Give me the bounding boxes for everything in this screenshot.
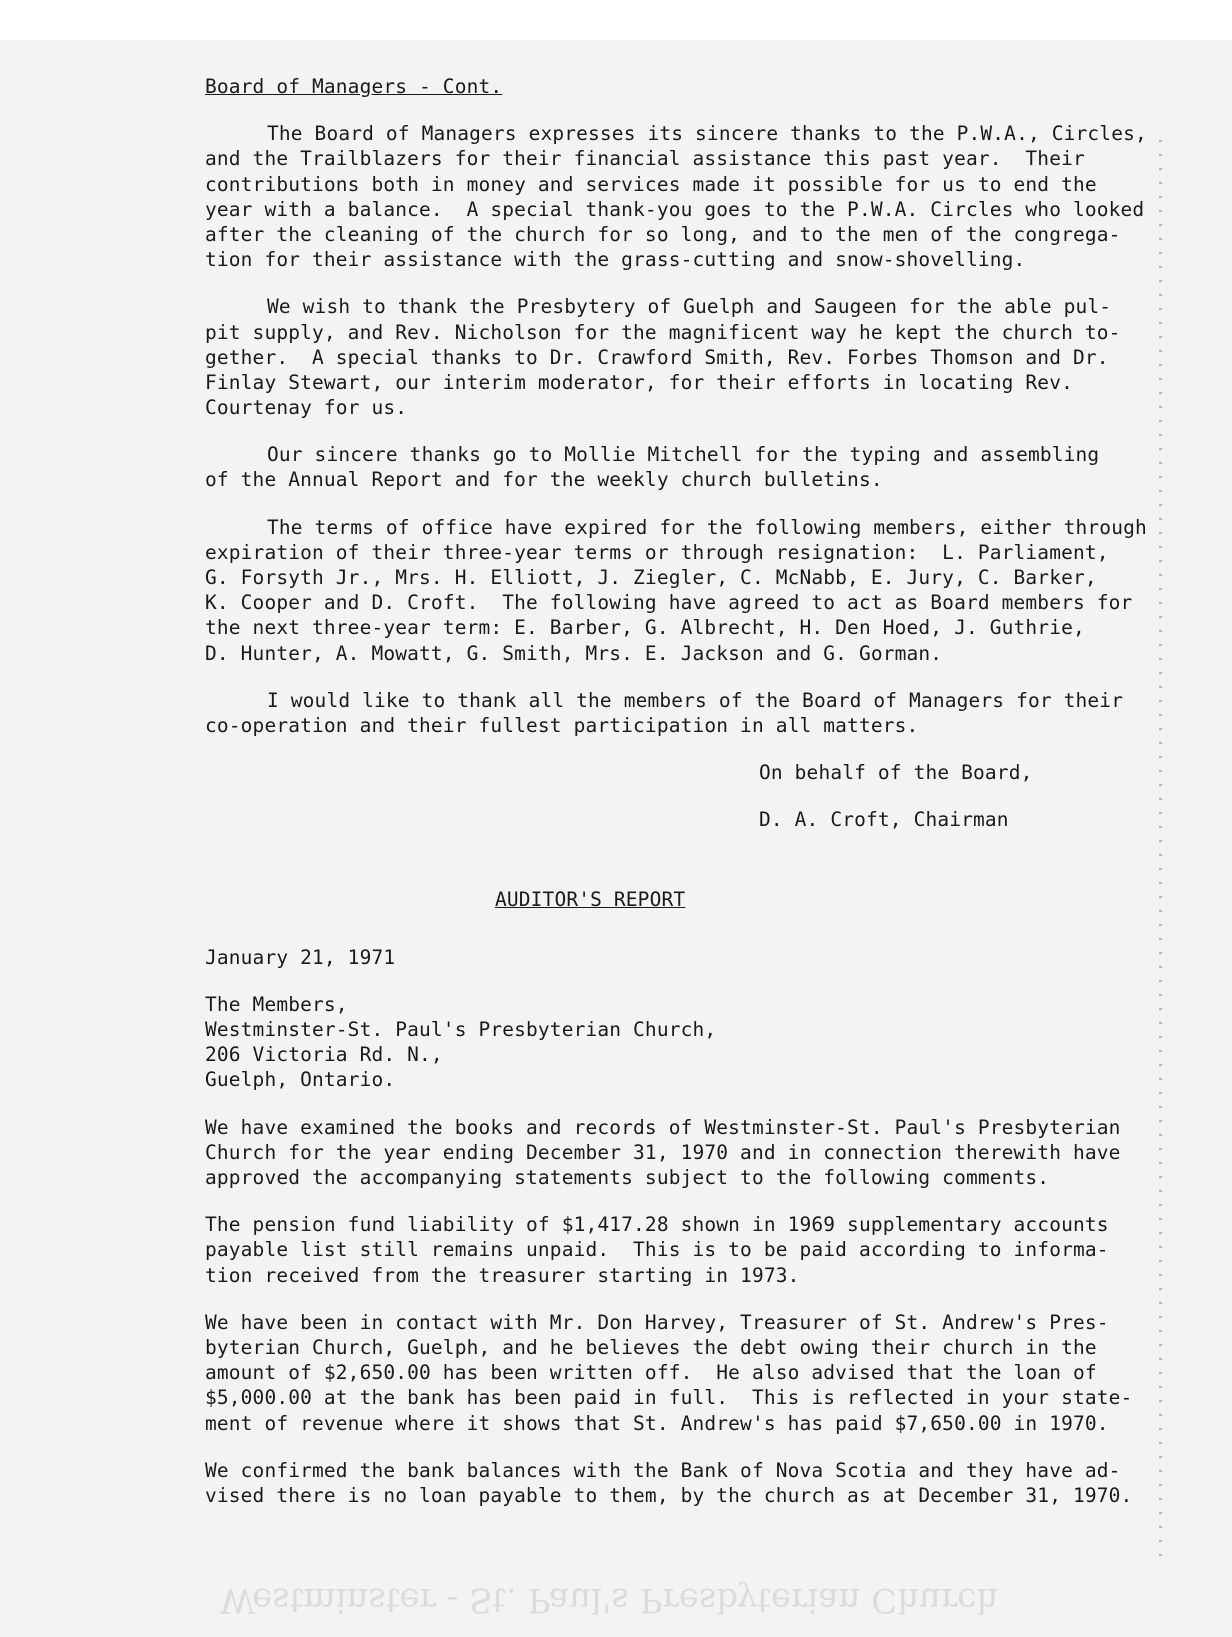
board-paragraph-5: I would like to thank all the members of the Board of Managers for their co-operation and their fullest participation in all matters. [205,688,1124,737]
section-heading: Board of Managers - Cont. [205,75,503,98]
board-paragraph-2: We wish to thank the Presbytery of Guelph and Saugeen for the able pul- pit supply, and Rev. Nicholson for the magnificent way he kept the church to- gether. A special thanks to Dr. Crawford Smith, Rev. Forbes Thomson and Dr. Finlay Stewart, our interim moderator, for their efforts in locating Rev. Courtenay for us. [205,295,1121,420]
top-margin [0,0,1232,40]
signature: D. A. Croft, Chairman [759,808,1009,832]
board-paragraph-4: The terms of office have expired for the following members, either through expiration of their three-year terms or through resignation: L. Parliament, G. Forsyth Jr., Mrs. H. Elliott, J. Ziegler, C. McNabb, E. Jury, C. Barker, K. Cooper and D. Croft. The following have agreed to act as Board members for the next three-year term: E. Barber, G. Albrecht, H. Den Hoed, J. Guthrie, D. Hunter, A. Mowatt, G. Smith, Mrs. E. Jackson and G. Gorman. [205,515,1147,665]
auditor-paragraph-2: The pension fund liability of $1,417.28 shown in 1969 supplementary accounts payable list still remains unpaid. This is to be paid according to informa- tion received from the treasurer starting in 1973. [205,1213,1109,1287]
signoff: On behalf of the Board, [759,761,1033,785]
board-paragraph-3: Our sincere thanks go to Mollie Mitchell for the typing and assembling of the Annual Report and for the weekly church bulletins. [205,443,1100,492]
board-paragraph-1: The Board of Managers expresses its sincere thanks to the P.W.A., Circles, and the Trailblazers for their financial assistance this past year. Their contributions both in money and services made it possible for us to end the year with a balance. A special thank-you goes to the P.W.A. Circles who looked after the cleaning of the church for so long, and to the men of the congrega- tion for their assistance with the grass-cutting and snow-shovelling. [205,122,1147,272]
recipient-address: The Members, Westminster-St. Paul's Presbyterian Church, 206 Victoria Rd. N., Guelph, Ontario. [205,992,717,1092]
auditor-report-heading: AUDITOR'S REPORT [495,887,686,911]
auditor-paragraph-1: We have examined the books and records of Westminster-St. Paul's Presbyterian Church for the year ending December 31, 1970 and in connection therewith have approved the accompanying statements subject to the following comments. [205,1115,1121,1189]
auditor-paragraph-4: We confirmed the bank balances with the Bank of Nova Scotia and they have ad- vised there is no loan payable to them, by the church as at December 31, 1970. [205,1458,1133,1507]
report-date: January 21, 1971 [205,945,396,969]
auditor-paragraph-3: We have been in contact with Mr. Don Harvey, Treasurer of St. Andrew's Pres- byterian Church, Guelph, and he believes the debt owing their church in the amount of $2,650.00 has been written off. He also advised that the loan of $5,000.00 at the bank has been paid in full. This is reflected in your state- ment of revenue where it shows that St. Andrew's has paid $7,650.00 in 1970. [205,1310,1133,1435]
document-body [205,74,1205,1508]
